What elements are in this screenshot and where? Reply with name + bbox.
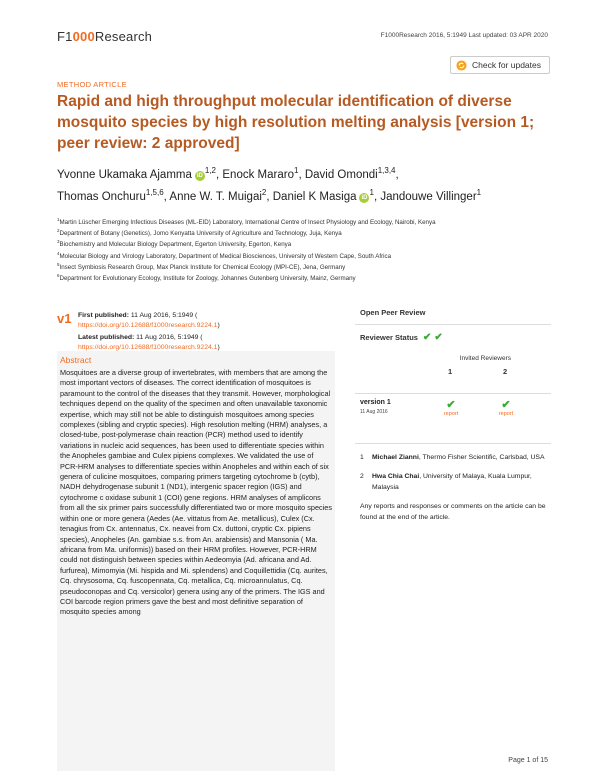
report-link[interactable]: report	[443, 411, 459, 417]
version-date: 11 Aug 2016	[360, 409, 388, 415]
approved-check-icon: ✔	[501, 399, 511, 411]
first-published: First published: 11 Aug 2016, 5:1949 ( https://doi.org/10.12688/f1000research.9224.1)	[78, 312, 220, 329]
invited-reviewers-label: Invited Reviewers	[459, 355, 511, 362]
approved-check-icon: ✔	[446, 399, 456, 411]
approved-check-icon: ✔	[422, 332, 432, 343]
reviewer-number: 2	[503, 367, 508, 376]
reviewer-name[interactable]: Hwa Chia Chai	[372, 473, 420, 480]
affiliation: $^4$Molecular Biology and Virology Laboratory, Department of Medical Biosciences, University of Western Cape, South Africa	[57, 250, 392, 260]
affiliation: $^3$Biochemistry and Molecular Biology Department, Egerton University, Egerton, Kenya	[57, 239, 292, 249]
author[interactable]: Daniel K Masiga $iD^1$	[272, 188, 374, 203]
author[interactable]: David Omondi$^{1,3,4}$	[304, 166, 396, 181]
open-peer-review-panel	[355, 306, 551, 523]
reviewer-name[interactable]: Michael Zianni	[372, 454, 419, 461]
page-number: Page 1 of 15	[508, 757, 548, 764]
orcid-icon[interactable]: iD	[361, 195, 368, 201]
first-published-doi-link[interactable]: https://doi.org/10.12688/f1000research.9224.1	[78, 321, 218, 329]
affiliation: $^1$Martin Lüscher Emerging Infectious Diseases (ML-EID) Laboratory, International Centre of Insect Physiology and Ecology, Nairobi, Kenya	[57, 217, 436, 226]
divider	[355, 324, 551, 325]
report-link[interactable]: report	[498, 411, 514, 417]
author[interactable]: Enock Mararo$^1$	[222, 166, 299, 181]
reviewer-list	[355, 443, 551, 523]
check-for-updates-label: Check for updates	[472, 60, 541, 70]
logo-prefix: F1	[57, 29, 73, 44]
abstract-heading: Abstract	[60, 355, 92, 365]
version-label: version 1	[360, 399, 391, 406]
reviewer-status: Reviewer Status ✔ ✔	[360, 332, 443, 343]
logo-suffix: Research	[94, 29, 153, 44]
version-row	[355, 393, 551, 433]
logo-oo: 000	[72, 29, 95, 44]
review-note: Any reports and responses or comments on the article can be found at the end of the article.	[360, 503, 546, 521]
article-title: Rapid and high throughput molecular identification of diverse mosquito species by high resolution melting analysis [version 1; peer review: 2 approved]	[57, 93, 535, 152]
reviewer-item: 2 Hwa Chia Chai, University of Malaya, Kuala Lumpur, Malaysia	[360, 473, 532, 491]
approved-check-icon: ✔	[434, 332, 443, 343]
version-badge: v1	[57, 311, 72, 326]
author[interactable]: Thomas Onchuru$^{1,5,6}$	[57, 188, 164, 203]
reviewer-item: 1 Michael Zianni, Thermo Fisher Scientific, Carlsbad, USA	[360, 454, 545, 461]
author-list: Yvonne Ukamaka Ajamma iD$^{1,2}$, Enock Mararo$^1$, David Omondi$^{1,3,4}$, Thomas Onchuru$^{1,5,6}$, Anne W. T. Muigai$^2$, Daniel K Masiga $iD^1$, Jandouwe Villinger$^1$	[57, 166, 482, 203]
latest-published: Latest published: 11 Aug 2016, 5:1949 ( https://doi.org/10.12688/f1000research.9224.1)	[78, 334, 220, 351]
open-peer-review-title: Open Peer Review	[360, 308, 426, 317]
article-type: METHOD ARTICLE	[57, 80, 127, 89]
f1000-logo[interactable]	[57, 29, 152, 44]
reviewer-1-report[interactable]	[436, 398, 466, 417]
header-meta: F1000Research 2016, 5:1949 Last updated: 03 APR 2020	[380, 32, 548, 39]
reviewer-number: 1	[448, 367, 453, 376]
affiliation-list	[57, 217, 557, 284]
author[interactable]: Jandouwe Villinger$^1$	[380, 188, 482, 203]
reviewer-table	[355, 355, 551, 433]
orcid-icon[interactable]: iD	[196, 173, 203, 179]
author[interactable]: Anne W. T. Muigai$^2$	[169, 188, 267, 203]
affiliation: $^5$Insect Symbiosis Research Group, Max Planck Institute for Chemical Ecology (MPI-CE), Jena, Germany	[57, 261, 346, 271]
reviewer-2-report[interactable]	[491, 398, 521, 417]
check-for-updates-button[interactable]	[450, 56, 550, 74]
latest-published-doi-link[interactable]: https://doi.org/10.12688/f1000research.9224.1	[78, 343, 218, 351]
refresh-icon	[456, 60, 467, 71]
abstract-section	[57, 351, 335, 771]
abstract-text: Mosquitoes are a diverse group of invertebrates, with members that are among the most important vectors of diseases. The correct identification of mosquitoes is paramount to the control of the diseases that they transmit. However, morphological techniques depend on the quality of the specimen and often unavailable taxonomic expertise, which may still not be able to distinguish mosquitoes among species complexes (sibling and cryptic species). High resolution melting (HRM) analyses, a closed-tube, post-polymerase chain reaction (PCR) method used to identify variations in nucleic acid sequences, has been used to differentiate species within the Anopheles gambiae and Culex pipiens complexes. We validated the use of PCR-HRM analyses to differentiate species within Anopheles and within each of six genera of culicine mosquitoes, comparing primers targeting cytochrome b (cytb), NADH dehydrogenase subunit 1 (ND1), intergenic spacer region (IGS) and cytochrome c oxidase subunit 1 (COI) gene regions. HRM analyses of amplicons from all the six primer pairs successfully differentiated two or more mosquito species within one or more genera (Aedes (Ae. vittatus from Ae. metallicus), Culex (Cx. tenagius from Cx. antennatus, Cx. neavei from Cx. duttoni, cryptic Cx. pipiens species), Anopheles (An. gambiae s.s. from An. arabiensis) and Mansonia ( Ma. africana from Ma. uniformis)) based on their HRM profiles. However, PCR-HRM could not distinguish between species within Aedeomyia (Ad. africana and Ad. furfurea), Mimomyia (Mi. hispida and Mi. splendens) and Coquillettidia (Cq. aurites, Cq. chrysosoma, Cq. fuscopennata, Cq. metallica, Cq. microannulatus, Cq. pseudoconopas and Cq. versicolor) genera using any of the primers. The IGS and COI barcode region primers gave the best and most definitive separation of mosquito species among	[60, 368, 332, 617]
affiliation: $^2$Department of Botany (Genetics), Jomo Kenyatta University of Agriculture and Technology, Juja, Kenya	[57, 228, 342, 238]
author[interactable]: Yvonne Ukamaka Ajamma iD$^{1,2}$	[57, 166, 216, 181]
affiliation: $^6$Department for Evolutionary Ecology, Institute for Zoology, Johannes Gutenberg University, Mainz, Germany	[57, 273, 356, 283]
